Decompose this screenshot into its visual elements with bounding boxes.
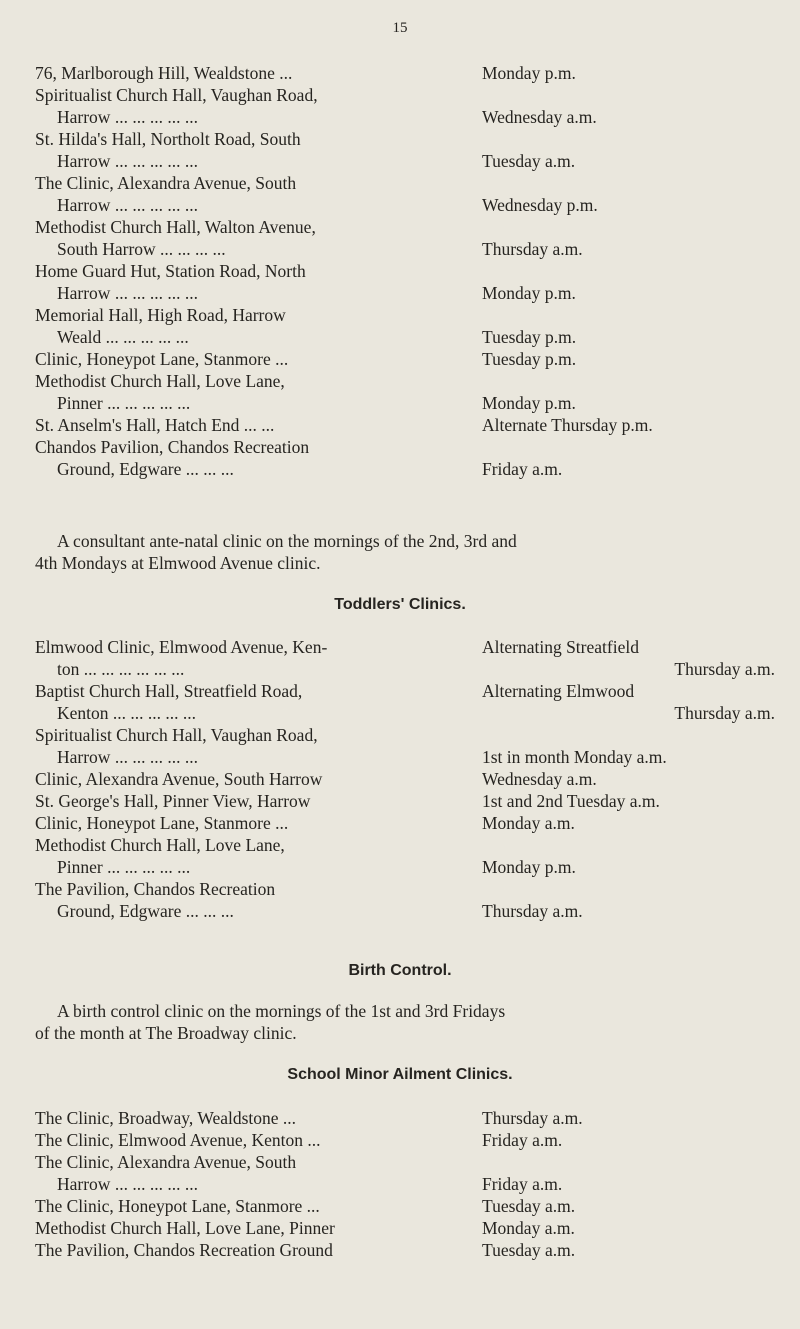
spacer bbox=[482, 216, 775, 238]
session-line: Thursday a.m. bbox=[482, 901, 583, 921]
clinic-location bbox=[35, 172, 478, 216]
location-line: Methodist Church Hall, Love Lane, Pinner bbox=[35, 1218, 335, 1238]
clinic-location bbox=[35, 348, 478, 370]
session-line: Thursday a.m. bbox=[482, 239, 583, 259]
clinic-session bbox=[478, 878, 775, 922]
table-row bbox=[35, 790, 775, 812]
location-line: Methodist Church Hall, Love Lane, bbox=[35, 371, 285, 391]
table-row bbox=[35, 414, 775, 436]
clinic-location bbox=[35, 724, 478, 768]
session-line: Monday p.m. bbox=[482, 283, 576, 303]
birth-control-line1: A birth control clinic on the mornings of the 1st and 3rd Fridays bbox=[57, 1001, 506, 1021]
location-line: Harrow ... ... ... ... ... bbox=[57, 1174, 198, 1194]
table-row bbox=[35, 304, 775, 348]
session-line: Monday p.m. bbox=[482, 393, 576, 413]
clinic-location bbox=[35, 414, 478, 436]
table-row bbox=[35, 216, 775, 260]
clinic-location bbox=[35, 834, 478, 878]
clinic-session bbox=[478, 790, 775, 812]
table-row bbox=[35, 1151, 775, 1195]
clinic-session bbox=[478, 1217, 775, 1239]
session-line: Thursday a.m. bbox=[674, 659, 775, 679]
clinic-session bbox=[478, 812, 775, 834]
session-line: Alternating Elmwood bbox=[482, 681, 635, 701]
antenatal-note-line2: 4th Mondays at Elmwood Avenue clinic. bbox=[35, 553, 321, 573]
location-line: ton ... ... ... ... ... ... bbox=[57, 659, 185, 679]
clinic-location bbox=[35, 680, 478, 724]
clinic-location bbox=[35, 812, 478, 834]
antenatal-clinics-table bbox=[35, 62, 775, 480]
spacer bbox=[482, 436, 775, 458]
session-line: Monday p.m. bbox=[482, 857, 576, 877]
spacer bbox=[482, 304, 775, 326]
table-row bbox=[35, 260, 775, 304]
location-line: Harrow ... ... ... ... ... bbox=[57, 195, 198, 215]
table-row bbox=[35, 370, 775, 414]
session-line: Alternating Streatfield bbox=[482, 637, 639, 657]
clinic-session bbox=[478, 414, 775, 436]
session-line: Monday a.m. bbox=[482, 813, 575, 833]
location-line: St. Anselm's Hall, Hatch End ... ... bbox=[35, 415, 275, 435]
spacer bbox=[482, 128, 775, 150]
clinic-session bbox=[478, 834, 775, 878]
table-row bbox=[35, 768, 775, 790]
location-line: The Pavilion, Chandos Recreation bbox=[35, 879, 276, 899]
session-line: Monday a.m. bbox=[482, 1218, 575, 1238]
location-line: Clinic, Honeypot Lane, Stanmore ... bbox=[35, 349, 289, 369]
birth-control-note bbox=[35, 1000, 775, 1044]
clinic-session bbox=[478, 768, 775, 790]
clinic-location bbox=[35, 636, 478, 680]
table-row bbox=[35, 172, 775, 216]
spacer bbox=[482, 878, 775, 900]
session-line: Friday a.m. bbox=[482, 459, 563, 479]
location-line: Weald ... ... ... ... ... bbox=[57, 327, 189, 347]
clinic-session bbox=[478, 172, 775, 216]
school-clinics-table bbox=[35, 1107, 775, 1261]
table-row bbox=[35, 834, 775, 878]
session-line: Tuesday p.m. bbox=[482, 327, 577, 347]
location-line: Harrow ... ... ... ... ... bbox=[57, 283, 198, 303]
location-line: Memorial Hall, High Road, Harrow bbox=[35, 305, 286, 325]
location-line: Methodist Church Hall, Walton Avenue, bbox=[35, 217, 316, 237]
session-line: Wednesday p.m. bbox=[482, 195, 598, 215]
clinic-session bbox=[478, 348, 775, 370]
location-line: Methodist Church Hall, Love Lane, bbox=[35, 835, 285, 855]
session-line: Thursday a.m. bbox=[674, 703, 775, 723]
antenatal-note-line1: A consultant ante-natal clinic on the mornings of the 2nd, 3rd and bbox=[57, 531, 517, 551]
location-line: The Clinic, Alexandra Avenue, South bbox=[35, 1152, 297, 1172]
clinic-session bbox=[478, 128, 775, 172]
location-line: The Pavilion, Chandos Recreation Ground bbox=[35, 1240, 333, 1260]
location-line: Harrow ... ... ... ... ... bbox=[57, 151, 198, 171]
session-line: Tuesday a.m. bbox=[482, 151, 576, 171]
clinic-location bbox=[35, 62, 478, 84]
clinic-session bbox=[478, 370, 775, 414]
toddlers-heading: Toddlers' Clinics. bbox=[334, 596, 466, 613]
table-row bbox=[35, 348, 775, 370]
antenatal-note bbox=[35, 530, 775, 574]
location-line: St. Hilda's Hall, Northolt Road, South bbox=[35, 129, 301, 149]
clinic-session bbox=[478, 724, 775, 768]
clinic-location bbox=[35, 790, 478, 812]
table-row bbox=[35, 724, 775, 768]
spacer bbox=[482, 1151, 775, 1173]
location-line: Harrow ... ... ... ... ... bbox=[57, 107, 198, 127]
location-line: Spiritualist Church Hall, Vaughan Road, bbox=[35, 85, 318, 105]
table-row bbox=[35, 636, 775, 680]
table-row bbox=[35, 680, 775, 724]
clinic-location bbox=[35, 1195, 478, 1217]
clinic-location bbox=[35, 216, 478, 260]
location-line: The Clinic, Broadway, Wealdstone ... bbox=[35, 1108, 297, 1128]
location-line: The Clinic, Honeypot Lane, Stanmore ... bbox=[35, 1196, 320, 1216]
clinic-session bbox=[478, 1129, 775, 1151]
location-line: Home Guard Hut, Station Road, North bbox=[35, 261, 306, 281]
location-line: Kenton ... ... ... ... ... bbox=[57, 703, 197, 723]
clinic-location bbox=[35, 260, 478, 304]
table-row bbox=[35, 128, 775, 172]
table-row bbox=[35, 436, 775, 480]
birth-control-line2: of the month at The Broadway clinic. bbox=[35, 1023, 297, 1043]
location-line: The Clinic, Alexandra Avenue, South bbox=[35, 173, 297, 193]
clinic-session bbox=[478, 84, 775, 128]
table-row bbox=[35, 1195, 775, 1217]
page-number: 15 bbox=[392, 20, 408, 36]
table-row bbox=[35, 1217, 775, 1239]
session-line: Tuesday p.m. bbox=[482, 349, 577, 369]
location-line: Spiritualist Church Hall, Vaughan Road, bbox=[35, 725, 318, 745]
session-line: Friday a.m. bbox=[482, 1174, 563, 1194]
spacer bbox=[482, 84, 775, 106]
session-line: 1st in month Monday a.m. bbox=[482, 747, 667, 767]
spacer bbox=[482, 834, 775, 856]
session-line: Thursday a.m. bbox=[482, 1108, 583, 1128]
location-line: Pinner ... ... ... ... ... bbox=[57, 393, 191, 413]
table-row bbox=[35, 84, 775, 128]
clinic-session bbox=[478, 1151, 775, 1195]
clinic-location bbox=[35, 1151, 478, 1195]
clinic-location bbox=[35, 768, 478, 790]
clinic-session bbox=[478, 216, 775, 260]
location-line: 76, Marlborough Hill, Wealdstone ... bbox=[35, 63, 293, 83]
location-line: Harrow ... ... ... ... ... bbox=[57, 747, 198, 767]
clinic-session bbox=[478, 436, 775, 480]
session-line: Friday a.m. bbox=[482, 1130, 563, 1150]
clinic-location bbox=[35, 1239, 478, 1261]
clinic-location bbox=[35, 436, 478, 480]
session-line: Tuesday a.m. bbox=[482, 1240, 576, 1260]
location-line: Pinner ... ... ... ... ... bbox=[57, 857, 191, 877]
clinic-session bbox=[478, 680, 775, 724]
location-line: Baptist Church Hall, Streatfield Road, bbox=[35, 681, 303, 701]
clinic-location bbox=[35, 128, 478, 172]
location-line: Ground, Edgware ... ... ... bbox=[57, 901, 234, 921]
table-row bbox=[35, 1239, 775, 1261]
school-heading: School Minor Ailment Clinics. bbox=[287, 1066, 513, 1083]
location-line: St. George's Hall, Pinner View, Harrow bbox=[35, 791, 311, 811]
clinic-session bbox=[478, 1107, 775, 1129]
session-line: Wednesday a.m. bbox=[482, 769, 597, 789]
spacer bbox=[482, 172, 775, 194]
session-line: Monday p.m. bbox=[482, 63, 576, 83]
location-line: South Harrow ... ... ... ... bbox=[57, 239, 226, 259]
location-line: Elmwood Clinic, Elmwood Avenue, Ken- bbox=[35, 637, 328, 657]
clinic-location bbox=[35, 1107, 478, 1129]
location-line: Chandos Pavilion, Chandos Recreation bbox=[35, 437, 310, 457]
clinic-location bbox=[35, 1217, 478, 1239]
spacer bbox=[482, 260, 775, 282]
spacer bbox=[482, 370, 775, 392]
location-line: The Clinic, Elmwood Avenue, Kenton ... bbox=[35, 1130, 321, 1150]
session-line: Wednesday a.m. bbox=[482, 107, 597, 127]
clinic-location bbox=[35, 878, 478, 922]
clinic-session bbox=[478, 62, 775, 84]
birth-control-heading: Birth Control. bbox=[348, 962, 452, 979]
spacer bbox=[482, 724, 775, 746]
location-line: Clinic, Honeypot Lane, Stanmore ... bbox=[35, 813, 289, 833]
clinic-location bbox=[35, 370, 478, 414]
location-line: Ground, Edgware ... ... ... bbox=[57, 459, 234, 479]
clinic-location bbox=[35, 304, 478, 348]
session-line: 1st and 2nd Tuesday a.m. bbox=[482, 791, 660, 811]
clinic-session bbox=[478, 304, 775, 348]
table-row bbox=[35, 812, 775, 834]
clinic-session bbox=[478, 636, 775, 680]
clinic-location bbox=[35, 84, 478, 128]
clinic-location bbox=[35, 1129, 478, 1151]
location-line: Clinic, Alexandra Avenue, South Harrow bbox=[35, 769, 323, 789]
table-row bbox=[35, 878, 775, 922]
clinic-session bbox=[478, 1239, 775, 1261]
table-row bbox=[35, 1129, 775, 1151]
clinic-session bbox=[478, 260, 775, 304]
table-row bbox=[35, 62, 775, 84]
toddlers-clinics-table bbox=[35, 636, 775, 922]
clinic-session bbox=[478, 1195, 775, 1217]
table-row bbox=[35, 1107, 775, 1129]
session-line: Tuesday a.m. bbox=[482, 1196, 576, 1216]
session-line: Alternate Thursday p.m. bbox=[482, 415, 653, 435]
